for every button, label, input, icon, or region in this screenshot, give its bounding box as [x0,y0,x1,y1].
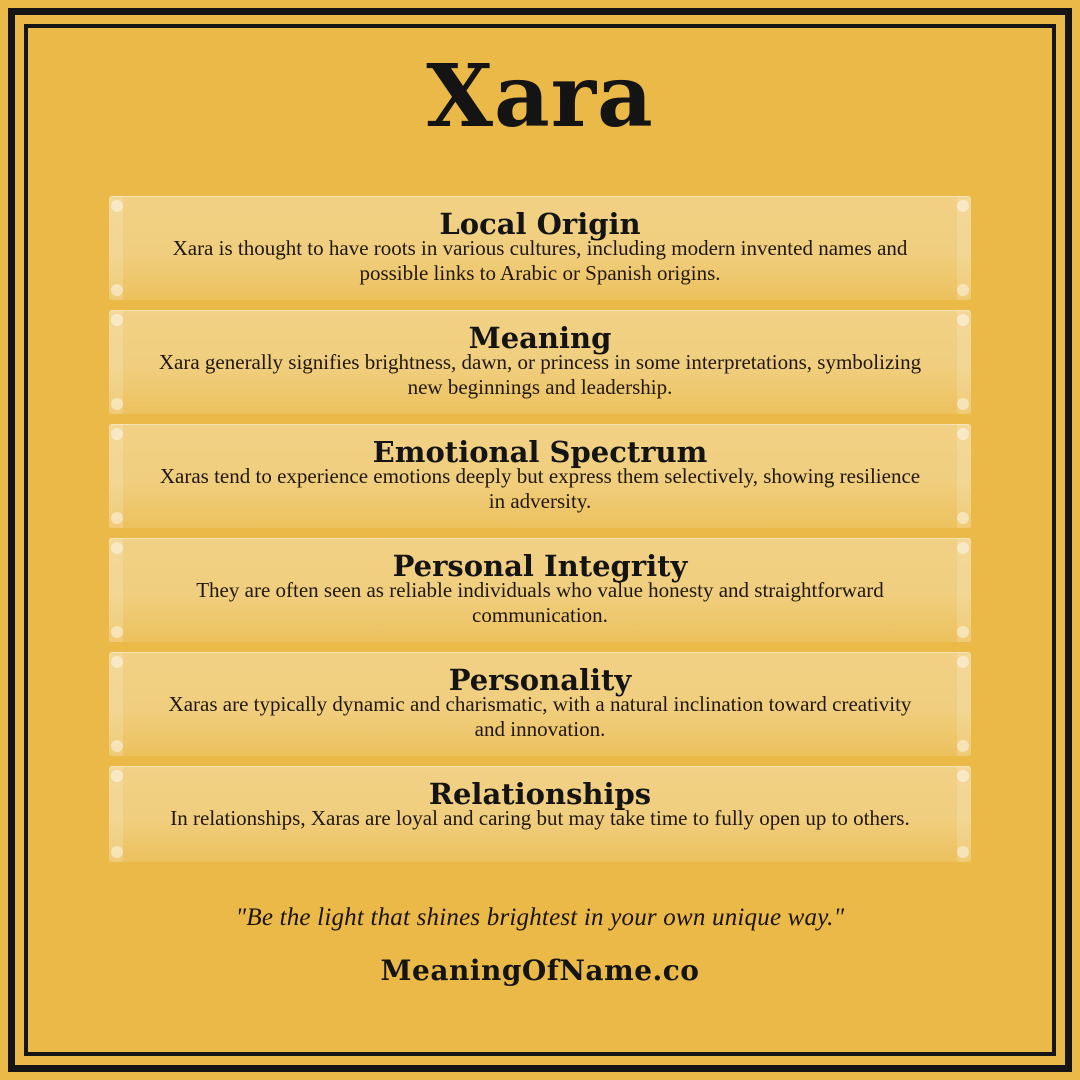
card-nub-icon [111,428,123,440]
card-nub-icon [957,542,969,554]
section-body: Xaras are typically dynamic and charismatic, with a natural inclination toward creativity and innovation. [168,692,912,742]
card-nub-icon [957,770,969,782]
section-card-personality [109,652,971,756]
poster-content [28,28,1052,1052]
card-nub-icon [957,284,969,296]
card-nub-icon [111,542,123,554]
card-nub-icon [957,512,969,524]
section-card-relationships [109,766,971,862]
card-nub-icon [111,284,123,296]
section-body: Xara is thought to have roots in various cultures, including modern invented names and possible links to Arabic or Spanish origins. [172,236,908,286]
section-body: Xara generally signifies brightness, dawn, or princess in some interpretations, symbolizing new beginnings and leadership. [158,350,922,400]
section-card-personal-integrity [109,538,971,642]
card-nub-icon [957,846,969,858]
card-nub-icon [111,846,123,858]
card-nub-icon [957,428,969,440]
footer-quote: "Be the light that shines brightest in your own unique way." [235,904,845,931]
card-nub-icon [957,200,969,212]
card-nub-icon [111,770,123,782]
card-nub-icon [957,656,969,668]
card-nub-icon [111,656,123,668]
section-card-emotional-spectrum [109,424,971,528]
section-body: Xaras tend to experience emotions deeply but express them selectively, showing resilience in adversity. [159,464,921,514]
section-heading: Personal Integrity [392,549,688,583]
card-nub-icon [111,314,123,326]
card-nub-icon [111,740,123,752]
card-nub-icon [111,398,123,410]
section-body: They are often seen as reliable individuals who value honesty and straightforward communication. [196,578,884,628]
section-heading: Local Origin [439,207,641,241]
footer-brand: MeaningOfName.co [380,954,700,987]
section-card-meaning [109,310,971,414]
section-heading: Personality [448,663,632,697]
card-nub-icon [111,200,123,212]
section-heading: Relationships [428,777,652,811]
section-card-local-origin [109,196,971,300]
card-nub-icon [957,398,969,410]
section-body: In relationships, Xaras are loyal and caring but may take time to fully open up to others. [170,806,910,831]
card-nub-icon [111,512,123,524]
card-nub-icon [957,740,969,752]
page-title: Xara [426,46,654,147]
section-heading: Meaning [468,321,612,355]
card-nub-icon [111,626,123,638]
card-nub-icon [957,626,969,638]
sections-list [109,196,971,862]
section-heading: Emotional Spectrum [372,435,708,469]
card-nub-icon [957,314,969,326]
poster-footer [109,904,971,987]
